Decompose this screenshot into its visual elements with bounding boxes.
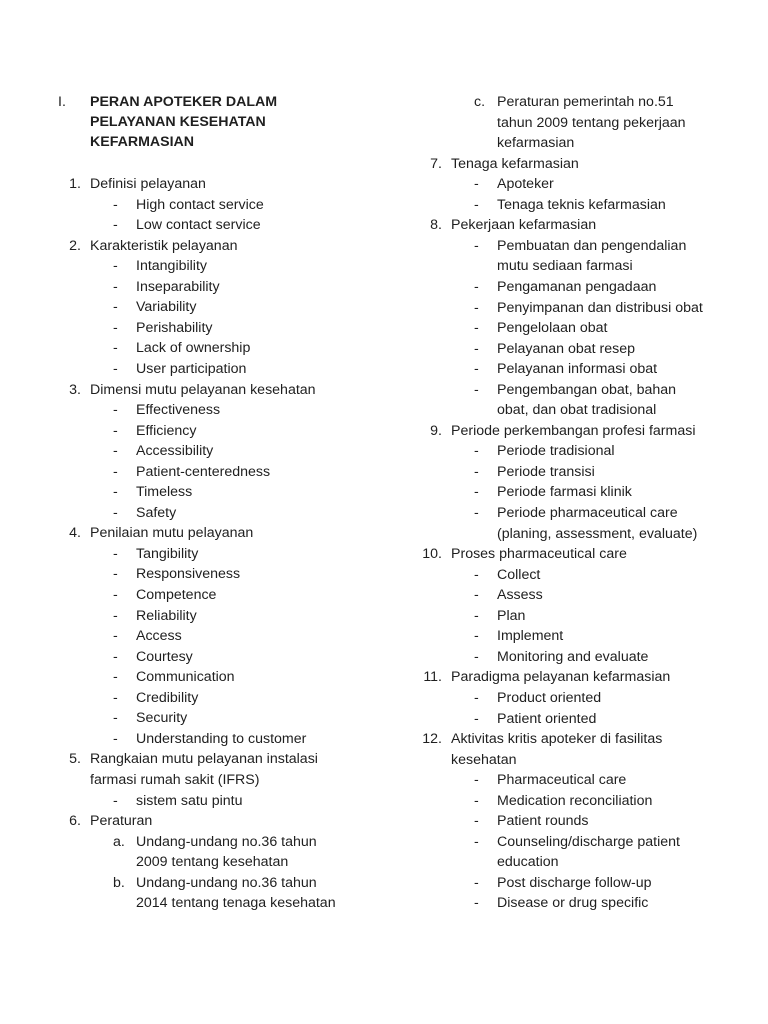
list-item-heading: Pekerjaan kefarmasian: [451, 217, 597, 234]
list-item-heading: kesehatan: [451, 751, 517, 768]
sub-item-text: Pelayanan obat resep: [497, 340, 636, 357]
list-item-heading: Peraturan: [90, 813, 153, 830]
sub-item-text: Post discharge follow-up: [497, 874, 652, 891]
bullet-dash: -: [113, 587, 118, 603]
bullet-dash: -: [474, 689, 479, 706]
list-item-number: 7.: [430, 155, 442, 172]
sub-item-text: Collect: [497, 566, 541, 583]
sub-item-text: Periode tradisional: [497, 443, 615, 460]
bullet-dash: -: [474, 566, 479, 583]
sub-item-text: Disease or drug specific: [497, 895, 649, 912]
bullet-dash: -: [113, 566, 118, 583]
sub-item-text: Lack of ownership: [136, 340, 251, 357]
sub-item-text: 2014 tentang tenaga kesehatan: [136, 895, 336, 912]
sub-item-text: Periode pharmaceutical care: [497, 505, 678, 521]
sub-item-text: Monitoring and evaluate: [497, 648, 649, 665]
bullet-dash: -: [113, 196, 118, 213]
bullet-dash: -: [113, 689, 118, 706]
sub-item-text: Credibility: [136, 689, 199, 706]
sub-item-text: Access: [136, 628, 182, 645]
sub-item-text: Communication: [136, 669, 235, 686]
sub-item-text: kefarmasian: [497, 135, 575, 152]
bullet-dash: -: [474, 587, 479, 604]
bullet-dash: -: [474, 361, 479, 378]
sub-item-text: Security: [136, 710, 188, 727]
sub-item-text: Accessibility: [136, 443, 214, 460]
sub-item-text: Efficiency: [136, 422, 197, 439]
sub-item-text: Pengembangan obat, bahan: [497, 381, 677, 398]
sub-item-text: tahun 2009 tentang pekerjaan: [497, 114, 686, 131]
bullet-dash: -: [474, 340, 479, 357]
bullet-dash: -: [113, 443, 118, 460]
sub-item-text: Pengamanan pengadaan: [497, 278, 657, 295]
list-item-heading: Paradigma pelayanan kefarmasian: [451, 669, 671, 686]
sub-item-text: Periode farmasi klinik: [497, 484, 632, 501]
sub-item-text: Periode transisi: [497, 463, 595, 480]
sub-item-text: Intangibility: [136, 258, 207, 275]
sub-item-text: Tangibility: [136, 545, 199, 562]
sub-item-text: Undang-undang no.36 tahun: [136, 874, 317, 891]
sub-item-text: Pelayanan informasi obat: [497, 361, 658, 378]
bullet-dash: -: [474, 505, 479, 521]
sub-item-text: Plan: [497, 607, 526, 624]
sub-item-text: Apoteker: [497, 176, 554, 193]
bullet-dash: -: [113, 278, 118, 295]
sub-item-text: Counseling/discharge patient: [497, 833, 680, 850]
bullet-dash: -: [113, 710, 118, 727]
bullet-dash: -: [474, 463, 479, 480]
list-item-heading: Tenaga kefarmasian: [451, 155, 579, 172]
sub-item-text: mutu sediaan farmasi: [497, 258, 633, 275]
bullet-dash: -: [113, 730, 118, 747]
bullet-dash: -: [113, 360, 118, 377]
document-title-line: PERAN APOTEKER DALAM: [90, 94, 278, 110]
bullet-dash: -: [113, 299, 118, 316]
sub-item-letter: b.: [113, 874, 125, 891]
bullet-dash: -: [474, 237, 479, 254]
sub-item-text: (planing, assessment, evaluate): [497, 525, 698, 542]
bullet-dash: -: [113, 792, 118, 809]
bullet-dash: -: [113, 669, 118, 686]
bullet-dash: -: [474, 196, 479, 213]
bullet-dash: -: [113, 484, 118, 501]
bullet-dash: -: [474, 648, 479, 665]
bullet-dash: -: [474, 607, 479, 624]
bullet-dash: -: [474, 320, 479, 337]
bullet-dash: -: [113, 422, 118, 439]
bullet-dash: -: [474, 443, 479, 460]
list-item-heading: Periode perkembangan profesi farmasi: [451, 422, 696, 439]
sub-item-letter: c.: [474, 94, 486, 110]
list-item-heading: Definisi pelayanan: [90, 176, 206, 192]
bullet-dash: -: [113, 504, 118, 521]
bullet-dash: -: [113, 607, 118, 624]
bullet-dash: -: [113, 463, 118, 480]
sub-item-text: Timeless: [136, 484, 193, 501]
sub-item-text: Pembuatan dan pengendalian: [497, 237, 687, 254]
bullet-dash: -: [474, 381, 479, 398]
sub-item-text: Effectiveness: [136, 402, 221, 419]
sub-item-text: Inseparability: [136, 278, 220, 295]
bullet-dash: -: [474, 710, 479, 727]
sub-item-letter: a.: [113, 833, 125, 850]
bullet-dash: -: [474, 833, 479, 850]
list-item-number: 6.: [69, 813, 81, 830]
bullet-dash: -: [113, 648, 118, 665]
list-item-heading: Dimensi mutu pelayanan kesehatan: [90, 381, 316, 398]
list-item-number: 8.: [430, 217, 442, 234]
bullet-dash: -: [113, 319, 118, 336]
sub-item-text: Variability: [136, 299, 197, 316]
bullet-dash: -: [113, 545, 118, 562]
sub-item-text: Perishability: [136, 319, 213, 336]
bullet-dash: -: [474, 278, 479, 295]
sub-item-text: sistem satu pintu: [136, 792, 243, 809]
bullet-dash: -: [474, 484, 479, 501]
sub-item-text: Patient oriented: [497, 710, 597, 727]
list-item-number: 5.: [69, 751, 81, 768]
sub-item-text: Pharmaceutical care: [497, 772, 627, 789]
sub-item-text: education: [497, 854, 559, 871]
sub-item-text: Medication reconciliation: [497, 792, 653, 809]
list-item-number: 11.: [423, 669, 442, 686]
sub-item-text: Competence: [136, 587, 217, 603]
sub-item-text: User participation: [136, 360, 247, 377]
list-item-number: 4.: [69, 525, 81, 542]
sub-item-text: Implement: [497, 628, 564, 645]
document-title-line: KEFARMASIAN: [90, 134, 195, 150]
section-roman-numeral: I.: [58, 94, 66, 110]
sub-item-text: Low contact service: [136, 217, 261, 234]
sub-item-text: Safety: [136, 504, 177, 521]
sub-item-text: Understanding to customer: [136, 730, 307, 747]
list-item-number: 1.: [69, 176, 81, 192]
bullet-dash: -: [474, 176, 479, 193]
bullet-dash: -: [474, 772, 479, 789]
sub-item-text: obat, dan obat tradisional: [497, 402, 657, 419]
bullet-dash: -: [474, 299, 479, 316]
list-item-heading: Penilaian mutu pelayanan: [90, 525, 254, 542]
sub-item-text: Assess: [497, 587, 543, 604]
list-item-heading: Proses pharmaceutical care: [451, 546, 627, 563]
sub-item-text: Courtesy: [136, 648, 193, 665]
sub-item-text: Responsiveness: [136, 566, 241, 583]
sub-item-text: Patient rounds: [497, 813, 589, 830]
bullet-dash: -: [474, 792, 479, 809]
list-item-heading: Karakteristik pelayanan: [90, 237, 238, 254]
list-item-heading: farmasi rumah sakit (IFRS): [90, 771, 260, 788]
list-item-number: 9.: [430, 422, 442, 439]
sub-item-text: Penyimpanan dan distribusi obat: [497, 299, 703, 316]
bullet-dash: -: [113, 340, 118, 357]
bullet-dash: -: [113, 217, 118, 234]
bullet-dash: -: [113, 628, 118, 645]
list-item-number: 12.: [422, 731, 442, 748]
bullet-dash: -: [113, 258, 118, 275]
list-item-number: 3.: [69, 381, 81, 398]
sub-item-text: Undang-undang no.36 tahun: [136, 833, 317, 850]
list-item-number: 2.: [69, 237, 81, 254]
sub-item-text: Patient-centeredness: [136, 463, 271, 480]
sub-item-text: Tenaga teknis kefarmasian: [497, 196, 666, 213]
bullet-dash: -: [474, 874, 479, 891]
list-item-heading: Aktivitas kritis apoteker di fasilitas: [451, 731, 663, 748]
bullet-dash: -: [474, 813, 479, 830]
sub-item-text: Pengelolaan obat: [497, 320, 608, 337]
document-title-line: PELAYANAN KESEHATAN: [90, 114, 266, 130]
sub-item-text: 2009 tentang kesehatan: [136, 854, 289, 871]
sub-item-text: Product oriented: [497, 689, 602, 706]
sub-item-text: Reliability: [136, 607, 197, 624]
sub-item-text: High contact service: [136, 196, 264, 213]
bullet-dash: -: [474, 628, 479, 645]
list-item-number: 10.: [422, 546, 442, 563]
list-item-heading: Rangkaian mutu pelayanan instalasi: [90, 751, 318, 768]
sub-item-text: Peraturan pemerintah no.51: [497, 94, 674, 110]
bullet-dash: -: [474, 895, 479, 912]
bullet-dash: -: [113, 402, 118, 419]
